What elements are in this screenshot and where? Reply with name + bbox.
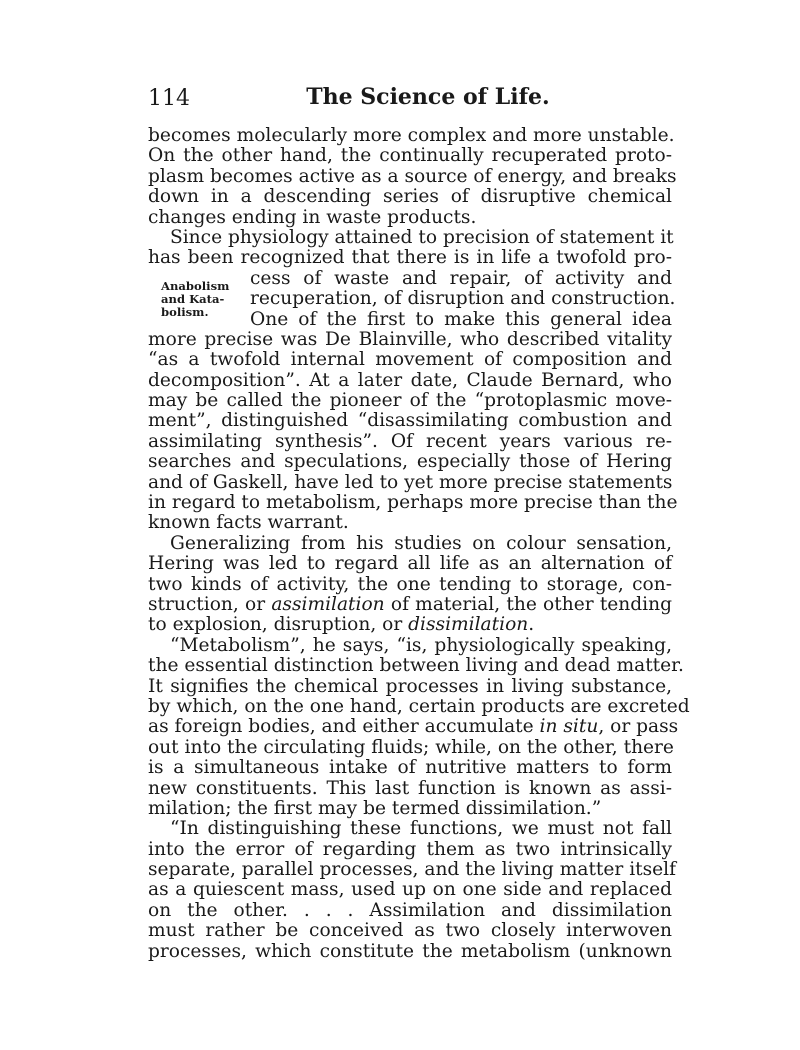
page-number: 114 [148, 86, 190, 111]
italic-text: in situ [539, 716, 599, 738]
text-line: and of Gaskell, have led to yet more precise statements [148, 471, 673, 493]
text-line [148, 716, 679, 738]
text-line: must rather be conceived as two closely interwoven [148, 920, 672, 942]
text-line: It signifies the chemical processes in living substance, [148, 675, 672, 697]
text-line: has been recognized that there is in life a twofold pro- [148, 247, 672, 269]
text-line: is a simultaneous intake of nutritive matters to form [148, 757, 672, 779]
text-line: becomes molecularly more complex and more unstable. [148, 125, 675, 146]
text-run: struction, or [148, 593, 272, 615]
italic-text: assimilation [271, 593, 385, 615]
text-run: of material, the other tending [384, 593, 672, 615]
page-header [148, 84, 672, 114]
italic-text: dissimilation [408, 614, 529, 636]
text-line: cess of waste and repair, of activity and [250, 267, 672, 289]
text-line: the essential distinction between living and dead matter. [148, 655, 684, 677]
text-line: plasm becomes active as a source of energy, and breaks [148, 165, 677, 187]
text-line [148, 595, 672, 615]
text-line: milation; the first may be termed dissimilation.” [148, 797, 602, 819]
body-text [148, 125, 690, 962]
text-line: into the error of regarding them as two intrinsically [148, 838, 672, 860]
text-line: two kinds of activity, the one tending to storage, con- [148, 573, 672, 595]
text-run: . [528, 614, 535, 636]
text-line: Hering was led to regard all life as an alternation of [148, 553, 672, 575]
text-line: assimilating synthesis”. Of recent years various re- [148, 430, 672, 452]
text-line: by which, on the one hand, certain products are excreted [148, 695, 690, 717]
text-line: more precise was De Blainville, who described vitality [148, 328, 672, 350]
margin-note-line: bolism. [161, 305, 209, 319]
text-line: down in a descending series of disruptive chemical [148, 186, 672, 208]
text-line: as a quiescent mass, used up on one side and replaced [148, 879, 672, 901]
running-title: The Science of Life. [306, 84, 550, 110]
text-line: “Metabolism”, he says, “is, physiologically speaking, [170, 634, 672, 656]
text-line: new constituents. This last function is known as assi- [148, 777, 672, 799]
text-line: out into the circulating fluids; while, on the other, there [148, 736, 674, 758]
text-line: Generalizing from his studies on colour sensation, [170, 532, 672, 554]
text-line: ment”, distinguished “disassimilating combustion and [148, 410, 672, 432]
text-line: One of the first to make this general idea [250, 308, 672, 330]
text-line: may be called the pioneer of the “protoplasmic move- [148, 390, 672, 412]
text-line: processes, which constitute the metabolism (unknown [148, 940, 672, 962]
text-line: “In distinguishing these functions, we must not fall [170, 818, 672, 840]
text-line: decomposition”. At a later date, Claude Bernard, who [148, 369, 672, 391]
text-line: recuperation, of disruption and construction. [250, 288, 676, 310]
text-line: Since physiology attained to precision of statement it [170, 226, 674, 248]
text-line: searches and speculations, especially those of Hering [148, 451, 672, 473]
text-run: to explosion, disruption, or [148, 614, 409, 636]
text-line: on the other. . . . Assimilation and dissimilation [148, 899, 672, 921]
text-line: in regard to metabolism, perhaps more precise than the [148, 492, 678, 514]
text-line: changes ending in waste products. [148, 206, 477, 228]
text-run: as foreign bodies, and either accumulate [148, 716, 540, 738]
margin-note-line: Anabolism [161, 279, 230, 293]
text-line: “as a twofold internal movement of composition and [148, 349, 672, 371]
text-line: On the other hand, the continually recuperated proto- [148, 145, 672, 167]
text-line: known facts warrant. [148, 512, 349, 534]
text-run: , or pass [598, 716, 679, 738]
text-line [148, 615, 672, 635]
margin-note-line: and Kata- [161, 292, 225, 306]
text-line: separate, parallel processes, and the living matter itself [148, 859, 676, 881]
